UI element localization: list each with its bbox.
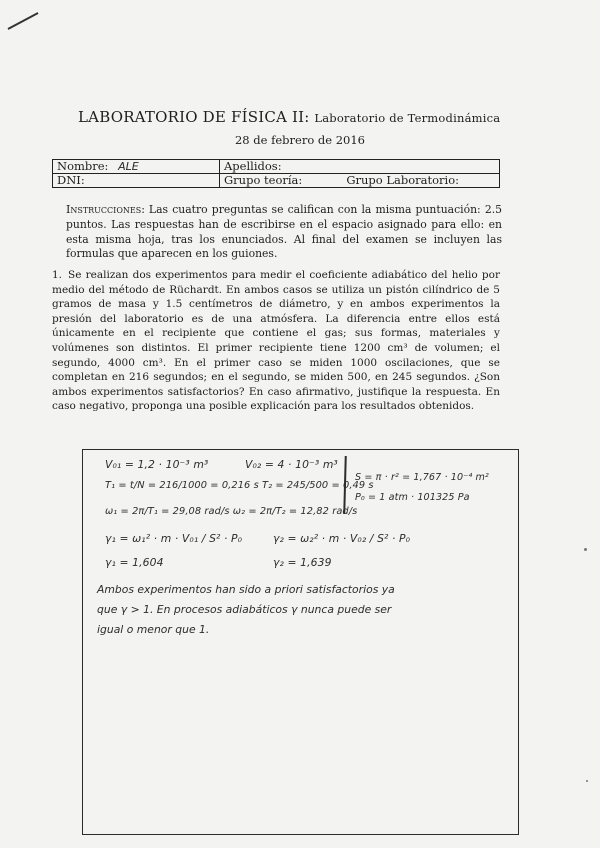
apellidos-cell[interactable] bbox=[220, 160, 500, 174]
answer-volume-1: V₀₁ = 1,2 · 10⁻³ m³ bbox=[105, 458, 209, 471]
grupo-teoria-label: Grupo teoría: bbox=[224, 173, 303, 187]
answer-periods: T₁ = t/N = 216/1000 = 0,216 s T₂ = 245/500 = 0,49 s bbox=[105, 480, 374, 491]
instructions-text: Las cuatro preguntas se califican con la misma puntuación: 2.5 puntos. Las respuestas han de escribirse en el espacio asignado para ello: en esta misma hoja, tras los enunciados. Al final del examen se incluyen las formulas que aparecen en los guiones. bbox=[66, 203, 502, 261]
exam-title bbox=[78, 108, 501, 126]
instructions bbox=[66, 203, 502, 262]
nombre-cell[interactable] bbox=[53, 160, 220, 174]
grupo-cell[interactable] bbox=[220, 174, 500, 188]
question-1 bbox=[52, 268, 500, 414]
question-text: Se realizan dos experimentos para medir el coeficiente adiabático del helio por medio del método de Rüchardt. En ambos casos se utiliza un pistón cilíndrico de 5 gramos de masa y 1.5 centímetros de diámetro, y en ambos experimentos la presión del laboratorio es de una atmósfera. La diferencia entre ellos está únicamente en el recipiente que contiene el gas; sus formas, materiales y volúmenes son distintos. El primer recipiente tiene 1200 cm³ de volumen; el segundo, 4000 cm³. En el primer caso se miden 1000 oscilaciones, que se completan en 216 segundos; en el segundo, se miden 500, en 245 segundos. ¿Son ambos experimentos satisfactorios? En caso afirmativo, justifique la respuesta. En caso negativo, proponga una posible explicación para los resultados obtenidos. bbox=[52, 269, 500, 413]
answer-area: S = π · r² = 1,767 · 10⁻⁴ m² bbox=[355, 472, 489, 483]
grupo-lab-label: Grupo Laboratorio: bbox=[346, 173, 459, 187]
student-info-table bbox=[52, 159, 500, 188]
answer-gamma-2: γ₂ = 1,639 bbox=[273, 556, 332, 569]
answer-box[interactable] bbox=[82, 449, 519, 835]
scan-speck bbox=[586, 780, 588, 782]
answer-gamma-formula-1: γ₁ = ω₁² · m · V₀₁ / S² · P₀ bbox=[105, 532, 243, 545]
title-sub: Laboratorio de Termodinámica bbox=[314, 111, 501, 125]
dni-label: DNI: bbox=[57, 173, 85, 187]
answer-gamma-1: γ₁ = 1,604 bbox=[105, 556, 164, 569]
answer-volume-2: V₀₂ = 4 · 10⁻³ m³ bbox=[245, 458, 338, 471]
question-number: 1. bbox=[52, 269, 63, 281]
scan-speck bbox=[584, 548, 587, 551]
answer-omegas: ω₁ = 2π/T₁ = 29,08 rad/s ω₂ = 2π/T₂ = 12,82 rad/s bbox=[105, 506, 358, 517]
answer-gamma-formula-2: γ₂ = ω₂² · m · V₀₂ / S² · P₀ bbox=[273, 532, 411, 545]
nombre-value: ALE bbox=[118, 160, 139, 173]
dni-cell[interactable] bbox=[53, 174, 220, 188]
answer-conclusion: Ambos experimentos han sido a priori satisfactorios ya que γ > 1. En procesos adiabáticos γ nunca puede ser igual o menor que 1. bbox=[97, 583, 395, 636]
nombre-label: Nombre: bbox=[57, 159, 109, 173]
title-main: LABORATORIO DE FÍSICA II: bbox=[78, 108, 310, 126]
pen-mark bbox=[8, 12, 39, 30]
answer-pressure: P₀ = 1 atm · 101325 Pa bbox=[355, 492, 470, 503]
instructions-label: Instrucciones: bbox=[66, 203, 145, 216]
exam-date: 28 de febrero de 2016 bbox=[234, 133, 365, 147]
apellidos-label: Apellidos: bbox=[224, 159, 282, 173]
